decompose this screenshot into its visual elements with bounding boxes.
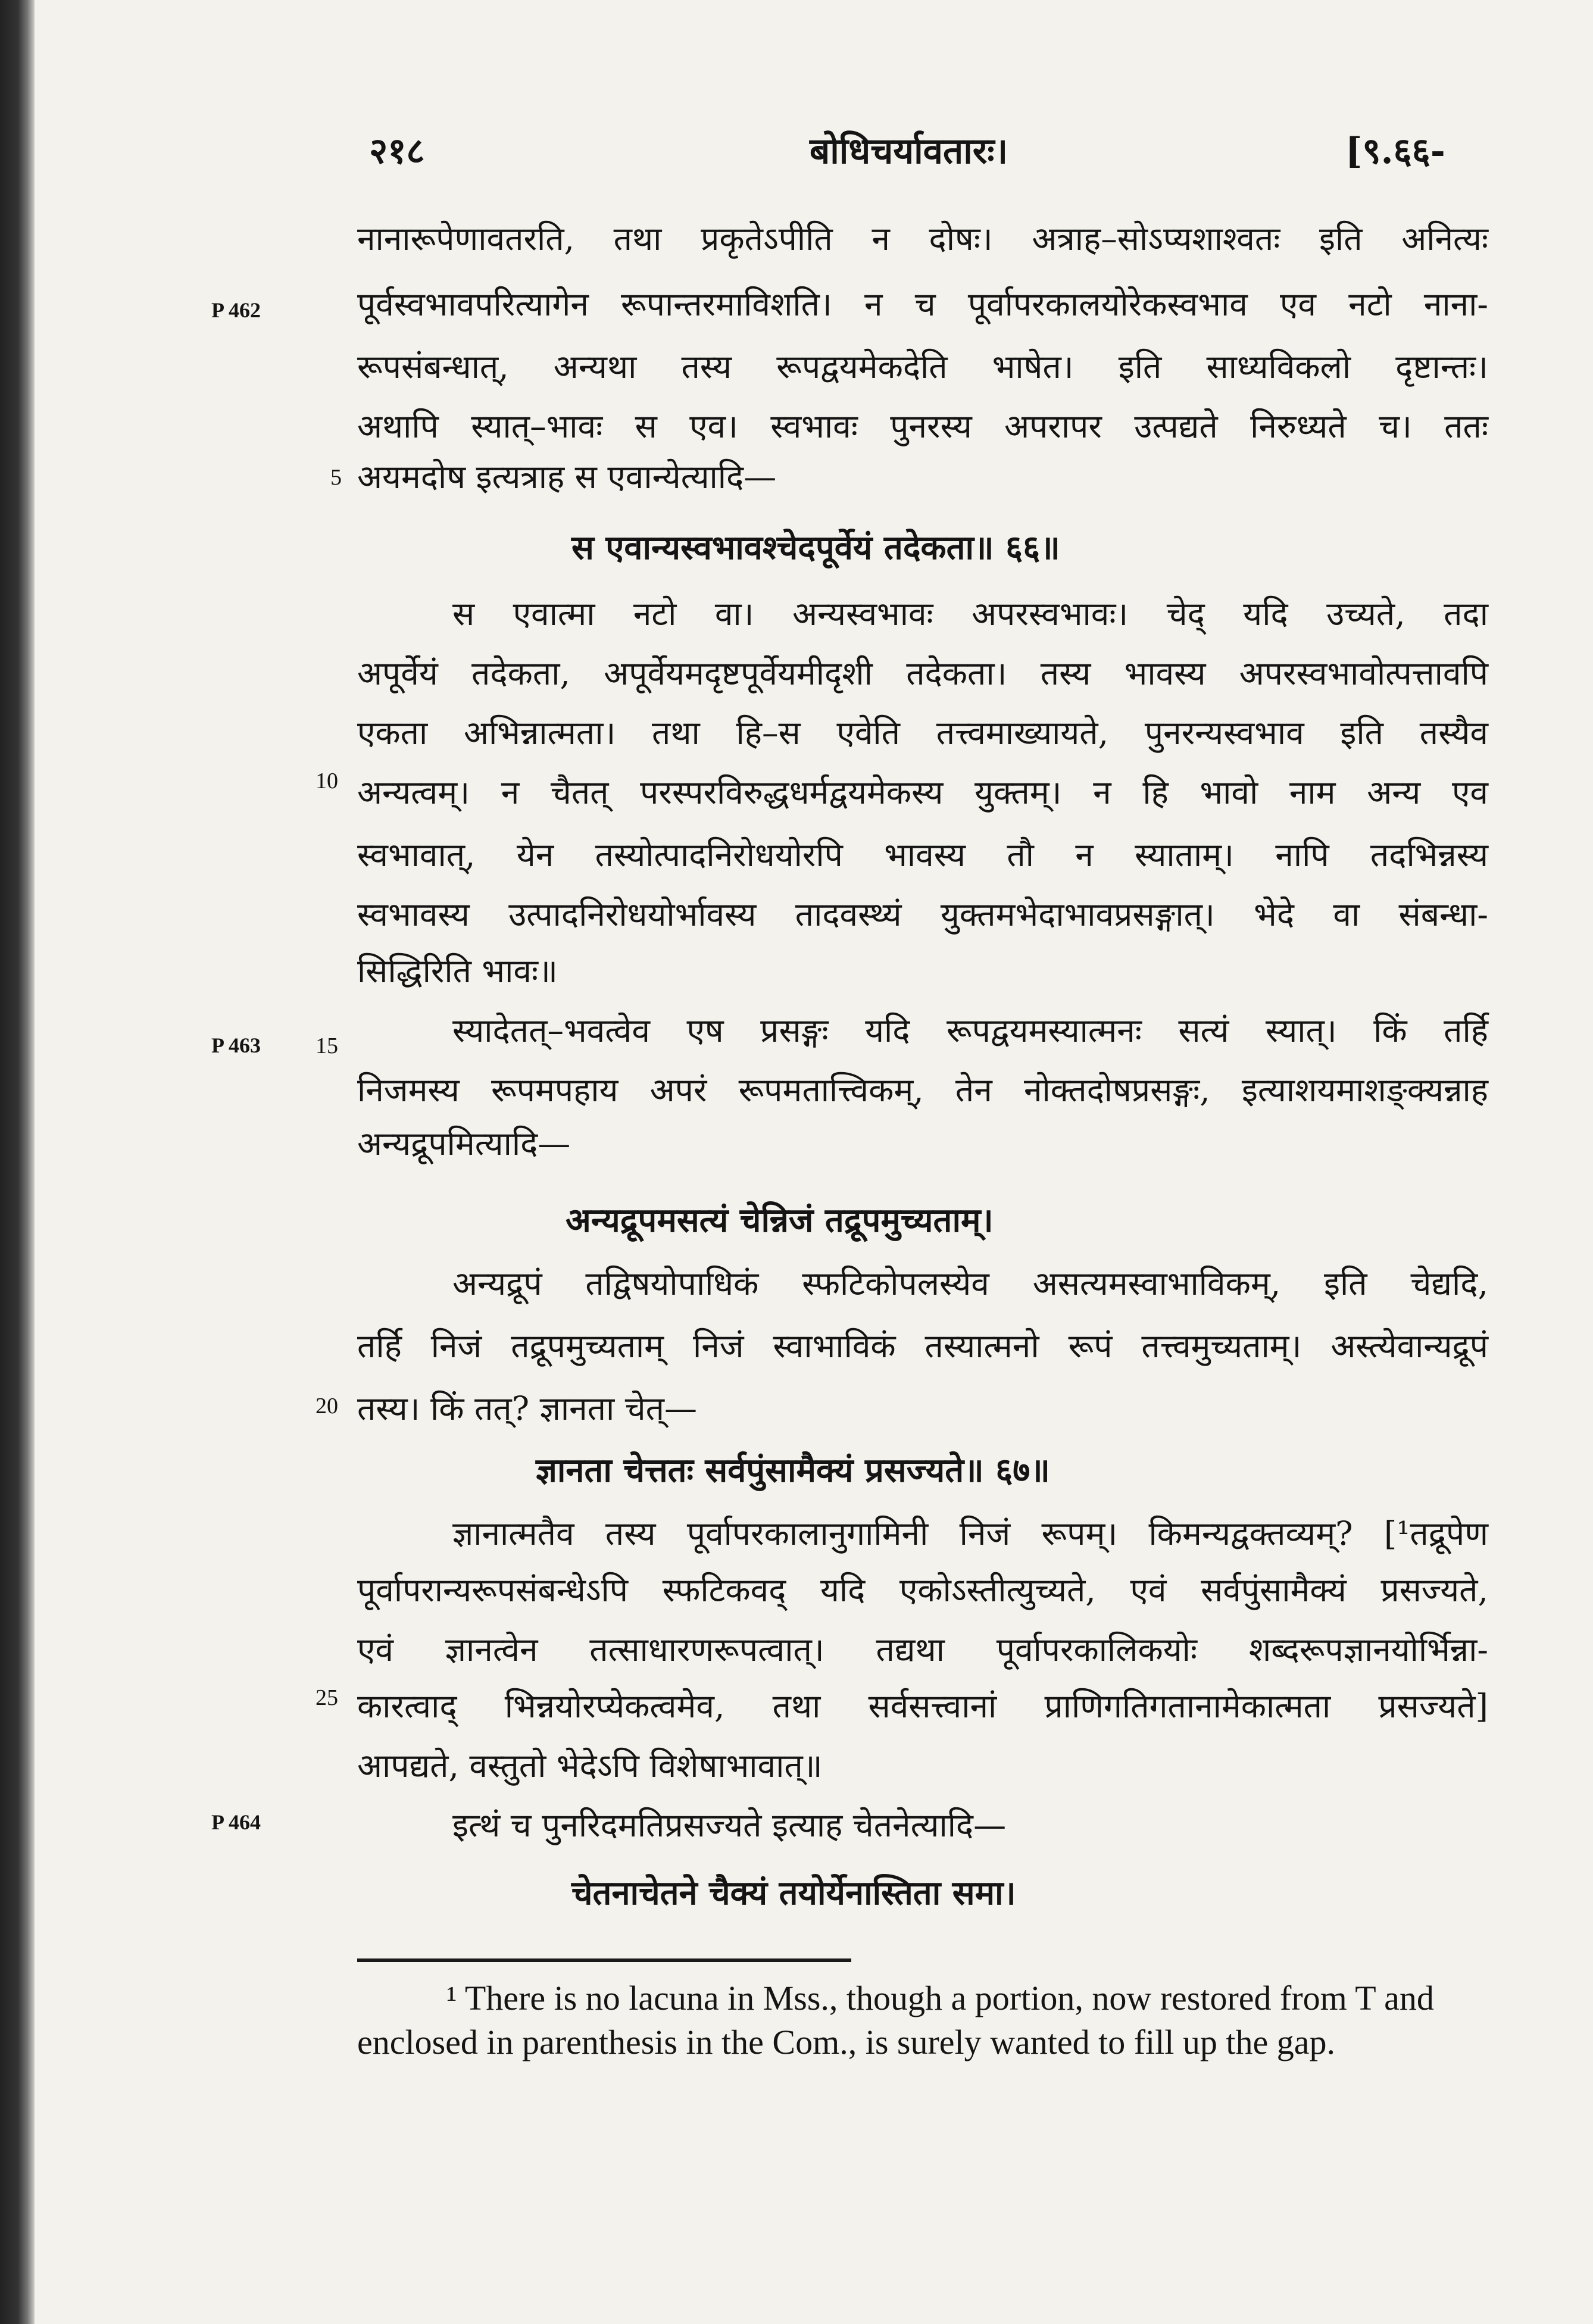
footnote-rule	[357, 1958, 851, 1962]
line-number-5: 5	[330, 465, 342, 490]
text-line: अन्यद्रूपमित्यादि—	[357, 1124, 571, 1163]
page-number: २१८	[369, 130, 425, 172]
text-line: स एवात्मा नटो वा। अन्यस्वभावः अपरस्वभावः। चेद् यदि उच्यते, तदा	[452, 595, 1488, 633]
text-line: अन्यद्रूपं तद्विषयोपाधिकं स्फटिकोपलस्येव असत्यमस्वाभाविकम्, इति चेद्यदि,	[452, 1264, 1488, 1302]
section-marker: [९.६६-	[1345, 130, 1445, 172]
text-line: आपद्यते, वस्तुतो भेदेऽपि विशेषाभावात्॥	[357, 1747, 823, 1785]
text-line: नानारूपेणावतरति, तथा प्रकृतेऽपीति न दोषः। अत्राह–सोऽप्यशाश्वतः इति अनित्यः	[357, 220, 1488, 258]
text-line: पूर्वापरान्यरूपसंबन्धेऽपि स्फटिकवद् यदि एकोऽस्तीत्युच्यते, एवं सर्वपुंसामैक्यं प्रसज्यते,	[357, 1571, 1488, 1609]
text-line: इत्थं च पुनरिदमतिप्रसज्यते इत्याह चेतनेत्यादि—	[452, 1806, 1007, 1844]
line-number-10: 10	[316, 769, 338, 794]
margin-ref-p464: P 464	[211, 1810, 261, 1834]
verse-68a: चेतनाचेतने चैक्यं तयोर्येनास्तिता समा।	[571, 1873, 1016, 1913]
running-title: बोधिचर्यावतारः।	[810, 130, 1008, 172]
verse-66: स एवान्यस्वभावश्चेदपूर्वेयं तदेकता॥ ६६॥	[571, 528, 1060, 567]
text-line: तस्य। किं तत्? ज्ञानता चेत्—	[357, 1389, 697, 1427]
line-number-15: 15	[316, 1033, 338, 1058]
text-line: पूर्वस्वभावपरित्यागेन रूपान्तरमाविशति। न च पूर्वापरकालयोरेकस्वभाव एव नटो नाना-	[357, 285, 1488, 323]
text-line: अपूर्वेयं तदेकता, अपूर्वेयमदृष्टपूर्वेयमीदृशी तदेकता। तस्य भावस्य अपरस्वभावोत्पत्तावपि	[357, 654, 1488, 692]
line-number-20: 20	[316, 1394, 338, 1419]
verse-67a: अन्यद्रूपमसत्यं चेन्निजं तद्रूपमुच्यताम्।	[566, 1201, 994, 1240]
text-line: सिद्धिरिति भावः॥	[357, 952, 558, 990]
text-line: अथापि स्यात्–भावः स एव। स्वभावः पुनरस्य अपरापर उत्पद्यते निरुध्यते च। ततः	[357, 407, 1488, 445]
text-line: स्यादेतत्–भवत्वेव एष प्रसङ्गः यदि रूपद्वयमस्यात्मनः सत्यं स्यात्। किं तर्हि	[452, 1011, 1488, 1049]
text-line: निजमस्य रूपमपहाय अपरं रूपमतात्त्विकम्, तेन नोक्तदोषप्रसङ्गः, इत्याशयमाशङ्क्यन्नाह	[357, 1071, 1488, 1109]
text-line: अन्यत्वम्। न चैतत् परस्परविरुद्धधर्मद्वयमेकस्य युक्तम्। न हि भावो नाम अन्य एव	[357, 773, 1488, 811]
line-number-25: 25	[316, 1685, 338, 1710]
footnote: ¹ There is no lacuna in Mss., though a portion, now restored from T and enclosed in parenthesis in the Com., is surely wanted to fill up the gap.	[357, 1979, 1434, 2061]
text-line: रूपसंबन्धात्, अन्यथा तस्य रूपद्वयमेकदेति भाषेत। इति साध्यविकलो दृष्टान्तः।	[357, 348, 1488, 386]
margin-ref-p462: P 462	[211, 298, 261, 322]
text-line: अयमदोष इत्यत्राह स एवान्येत्यादि—	[357, 458, 777, 496]
margin-ref-p463: P 463	[211, 1033, 261, 1057]
text-line: एवं ज्ञानत्वेन तत्साधारणरूपत्वात्। तद्यथा पूर्वापरकालिकयोः शब्दरूपज्ञानयोर्भिन्ना-	[357, 1630, 1488, 1669]
text-line: तर्हि निजं तद्रूपमुच्यताम् निजं स्वाभाविकं तस्यात्मनो रूपं तत्त्वमुच्यताम्। अस्त्येवान्यद्रूपं	[357, 1327, 1488, 1365]
text-line: स्वभावात्, येन तस्योत्पादनिरोधयोरपि भावस्य तौ न स्याताम्। नापि तदभिन्नस्य	[357, 836, 1488, 874]
text-line: एकता अभिन्नात्मता। तथा हि–स एवेति तत्त्वमाख्यायते, पुनरन्यस्वभाव इति तस्यैव	[357, 714, 1488, 752]
verse-67: ज्ञानता चेत्ततः सर्वपुंसामैक्यं प्रसज्यते॥ ६७॥	[536, 1451, 1050, 1490]
text-line: स्वभावस्य उत्पादनिरोधयोर्भावस्य तादवस्थ्यं युक्तमभेदाभावप्रसङ्गात्। भेदे वा संबन्धा-	[357, 895, 1488, 933]
text-line: कारत्वाद् भिन्नयोरप्येकत्वमेव, तथा सर्वसत्त्वानां प्राणिगतिगतानामेकात्मता प्रसज्यते]	[357, 1687, 1488, 1725]
text-line: ज्ञानात्मतैव तस्य पूर्वापरकालानुगामिनी निजं रूपम्। किमन्यद्वक्तव्यम्? [¹तद्रूपेण	[452, 1514, 1488, 1553]
